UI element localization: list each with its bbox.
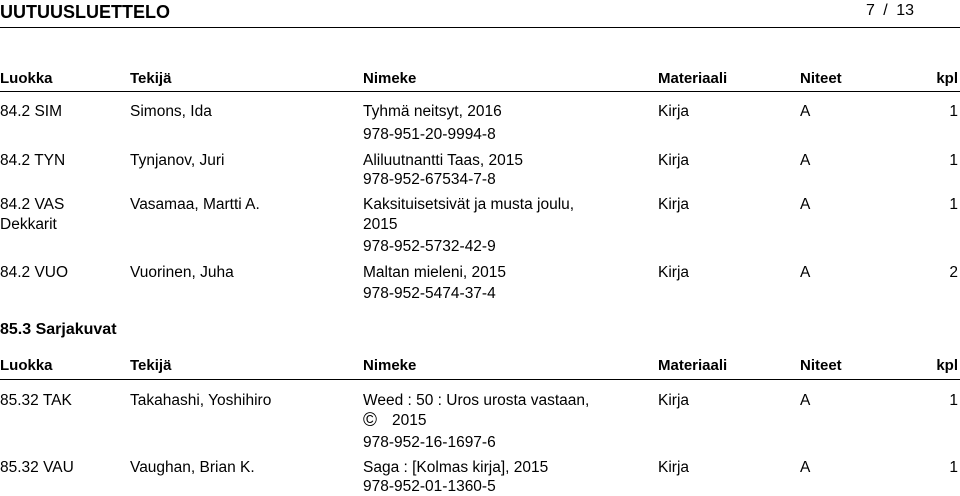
row-kpl: 1	[949, 152, 958, 169]
col-tekija: Tekijä	[130, 357, 172, 374]
row-kpl: 1	[949, 196, 958, 213]
row-niteet: A	[800, 459, 811, 476]
row-luokka: 84.2 VUO	[0, 264, 69, 281]
col-materiaali: Materiaali	[658, 357, 728, 374]
row-nimeke: Kaksituisetsivät ja musta joulu,	[363, 196, 575, 213]
row-isbn: 978-951-20-9994-8	[363, 126, 496, 143]
row-tekija: Vuorinen, Juha	[130, 264, 234, 281]
row-tekija: Simons, Ida	[130, 103, 212, 120]
row-luokka-sub: Dekkarit	[0, 216, 57, 233]
row-isbn: 978-952-5732-42-9	[363, 238, 496, 255]
col-kpl: kpl	[936, 70, 958, 87]
row-materiaali: Kirja	[658, 152, 690, 169]
row-luokka: 85.32 TAK	[0, 392, 72, 409]
col-niteet: Niteet	[800, 357, 842, 374]
row-nimeke: Maltan mieleni, 2015	[363, 264, 507, 281]
total-pages: 13	[896, 2, 914, 19]
row-materiaali: Kirja	[658, 459, 690, 476]
row-tekija: Vaughan, Brian K.	[130, 459, 255, 476]
row-materiaali: Kirja	[658, 196, 690, 213]
row-niteet: A	[800, 264, 811, 281]
col-tekija: Tekijä	[130, 70, 172, 87]
row-isbn: 978-952-16-1697-6	[363, 434, 496, 451]
row-niteet: A	[800, 152, 811, 169]
copyright-icon: ©	[363, 410, 377, 431]
row-nimeke-cont: 2015	[392, 412, 427, 429]
row-tekija: Tynjanov, Juri	[130, 152, 225, 169]
row-materiaali: Kirja	[658, 264, 690, 281]
row-luokka: 84.2 TYN	[0, 152, 66, 169]
row-isbn: 978-952-67534-7-8	[363, 171, 496, 188]
row-materiaali: Kirja	[658, 103, 690, 120]
row-luokka: 85.32 VAU	[0, 459, 74, 476]
row-nimeke: Saga : [Kolmas kirja], 2015	[363, 459, 549, 476]
header-rule	[0, 27, 960, 28]
row-niteet: A	[800, 103, 811, 120]
current-page: 7	[865, 2, 875, 19]
row-kpl: 2	[949, 264, 958, 281]
column-header-rule	[0, 91, 960, 92]
row-nimeke-cont: 2015	[363, 216, 398, 233]
row-isbn: 978-952-01-1360-5	[363, 478, 496, 495]
col-kpl: kpl	[936, 357, 958, 374]
col-nimeke: Nimeke	[363, 70, 417, 87]
col-nimeke: Nimeke	[363, 357, 417, 374]
row-luokka: 84.2 VAS	[0, 196, 65, 213]
row-nimeke: Weed : 50 : Uros urosta vastaan,	[363, 392, 590, 409]
row-nimeke: Aliluutnantti Taas, 2015	[363, 152, 523, 169]
row-nimeke: Tyhmä neitsyt, 2016	[363, 103, 502, 120]
row-tekija: Takahashi, Yoshihiro	[130, 392, 272, 409]
row-luokka: 84.2 SIM	[0, 103, 63, 120]
col-niteet: Niteet	[800, 70, 842, 87]
row-materiaali: Kirja	[658, 392, 690, 409]
row-isbn: 978-952-5474-37-4	[363, 285, 496, 302]
col-luokka: Luokka	[0, 357, 53, 374]
page-title: UUTUUSLUETTELO	[0, 2, 170, 22]
section-title: 85.3 Sarjakuvat	[0, 321, 117, 338]
row-kpl: 1	[949, 392, 958, 409]
row-tekija: Vasamaa, Martti A.	[130, 196, 260, 213]
page-separator: /	[883, 2, 888, 19]
row-niteet: A	[800, 392, 811, 409]
page-number	[866, 2, 914, 20]
col-materiaali: Materiaali	[658, 70, 728, 87]
col-luokka: Luokka	[0, 70, 53, 87]
row-niteet: A	[800, 196, 811, 213]
column-header-rule	[0, 379, 960, 380]
row-kpl: 1	[949, 459, 958, 476]
row-kpl: 1	[949, 103, 958, 120]
